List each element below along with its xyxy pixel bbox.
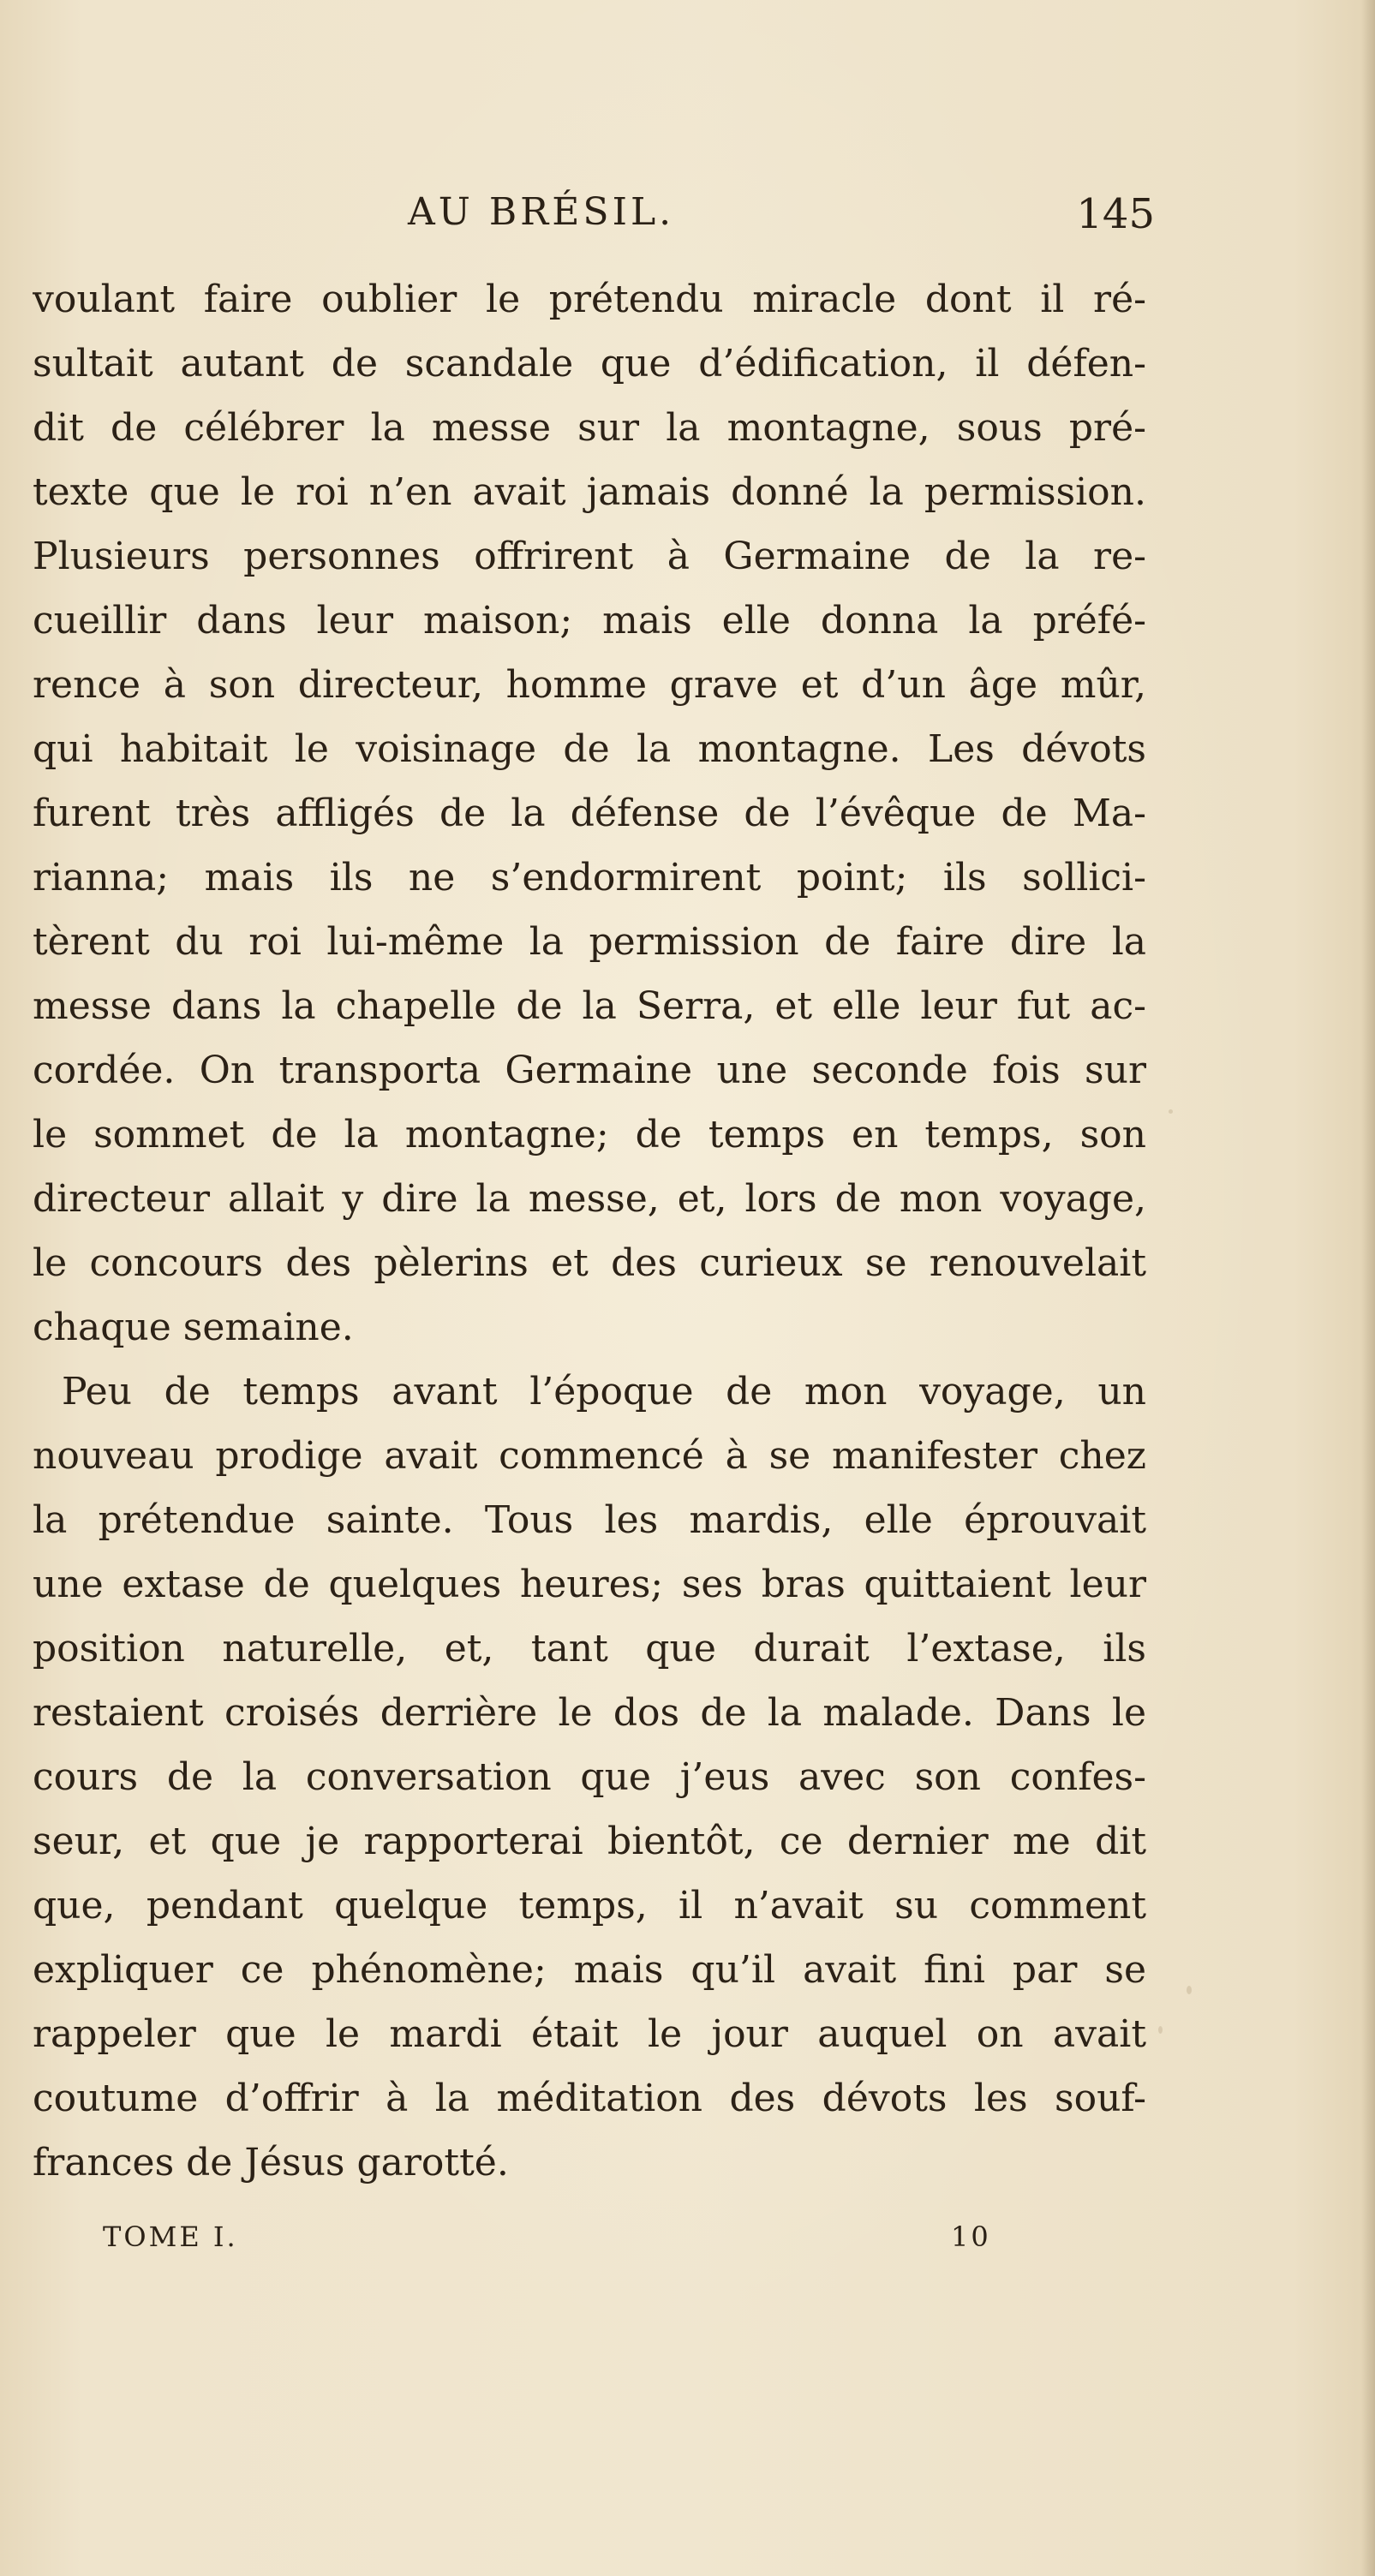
text-line: Plusieurs personnes offrirent à Germaine de la re- [33,535,1146,578]
text-line: Peu de temps avant l’époque de mon voyage, un [62,1370,1146,1414]
text-line: texte que le roi n’en avait jamais donné la permission. [33,470,1146,514]
page-number: 145 [1076,190,1155,238]
paper-spot [1158,2026,1163,2034]
text-line: rappeler que le mardi était le jour auquel on avait [33,2012,1146,2056]
text-line: cours de la conversation que j’eus avec son confes- [33,1755,1146,1799]
text-line: la prétendue sainte. Tous les mardis, elle éprouvait [33,1498,1146,1542]
signature-mark: TOME I. [103,2220,238,2253]
sheet-number: 10 [951,2220,991,2253]
paper-spot [1187,1986,1192,1994]
page-footer [103,2220,994,2263]
text-line: le concours des pèlerins et des curieux se renouvelait [33,1241,1146,1285]
text-line: chaque semaine. [33,1306,354,1349]
text-line: expliquer ce phénomène; mais qu’il avait fini par se [33,1948,1146,1992]
text-line: tèrent du roi lui-même la permission de faire dire la [33,920,1146,964]
text-line: restaient croisés derrière le dos de la malade. Dans le [33,1691,1146,1735]
text-line: qui habitait le voisinage de la montagne. Les dévots [33,727,1146,771]
text-line: voulant faire oublier le prétendu miracle dont il ré- [33,278,1146,321]
page-fold-shadow [1361,0,1375,2576]
text-line: directeur allait y dire la messe, et, lors de mon voyage, [33,1177,1146,1221]
text-line: cueillir dans leur maison; mais elle donna la préfé- [33,599,1146,643]
text-line: cordée. On transporta Germaine une seconde fois sur [33,1049,1146,1092]
text-line: dit de célébrer la messe sur la montagne, sous pré- [33,406,1146,450]
paragraph-1 [33,267,1146,1360]
paper-spot [1169,1109,1173,1114]
text-line: le sommet de la montagne; de temps en temps, son [33,1113,1146,1157]
body-text [33,267,1146,2195]
text-line: furent très affligés de la défense de l’évêque de Ma- [33,792,1146,835]
page-header [33,190,1155,242]
text-line: une extase de quelques heures; ses bras quittaient leur [33,1563,1146,1606]
text-line: rianna; mais ils ne s’endormirent point; ils sollici- [33,856,1146,900]
text-line: messe dans la chapelle de la Serra, et elle leur fut ac- [33,984,1146,1028]
text-line: coutume d’offrir à la méditation des dévots les souf- [33,2077,1146,2120]
paragraph-2 [33,1360,1146,2195]
text-line: rence à son directeur, homme grave et d’un âge mûr, [33,663,1146,707]
text-line: sultait autant de scandale que d’édification, il défen- [33,342,1146,386]
text-line: seur, et que je rapporterai bientôt, ce dernier me dit [33,1820,1146,1863]
text-line: frances de Jésus garotté. [33,2141,509,2185]
text-line: position naturelle, et, tant que durait l’extase, ils [33,1627,1146,1671]
text-line: que, pendant quelque temps, il n’avait su comment [33,1884,1146,1928]
running-head: AU BRÉSIL. [408,190,675,234]
text-line: nouveau prodige avait commencé à se manifester chez [33,1434,1146,1478]
